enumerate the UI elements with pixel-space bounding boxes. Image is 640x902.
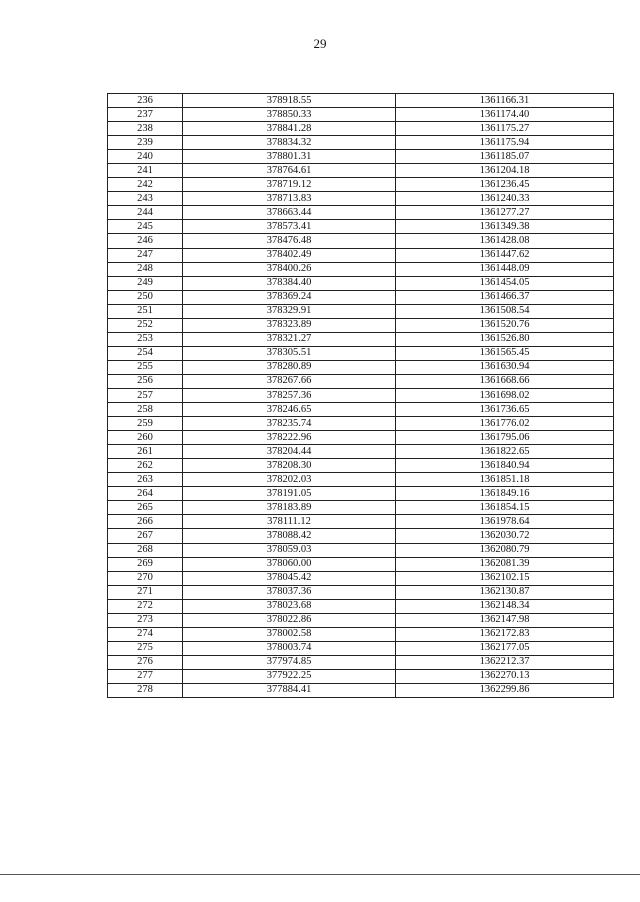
y-coordinate-cell: 1361349.38 [396, 220, 614, 234]
point-number-cell: 249 [108, 276, 183, 290]
x-coordinate-cell: 378222.96 [183, 431, 396, 445]
x-coordinate-cell: 378208.30 [183, 459, 396, 473]
table-row [108, 571, 614, 585]
table-row [108, 192, 614, 206]
x-coordinate-cell: 378476.48 [183, 234, 396, 248]
coordinates-table [107, 93, 614, 698]
table-row [108, 234, 614, 248]
point-number-cell: 259 [108, 417, 183, 431]
y-coordinate-cell: 1361454.05 [396, 276, 614, 290]
point-number-cell: 247 [108, 248, 183, 262]
point-number-cell: 244 [108, 206, 183, 220]
coordinates-table-body [108, 94, 614, 698]
y-coordinate-cell: 1361698.02 [396, 388, 614, 402]
x-coordinate-cell: 378257.36 [183, 388, 396, 402]
y-coordinate-cell: 1361175.94 [396, 136, 614, 150]
y-coordinate-cell: 1361849.16 [396, 487, 614, 501]
y-coordinate-cell: 1361185.07 [396, 150, 614, 164]
y-coordinate-cell: 1361175.27 [396, 122, 614, 136]
y-coordinate-cell: 1362148.34 [396, 599, 614, 613]
table-row [108, 599, 614, 613]
table-row [108, 529, 614, 543]
table-row [108, 501, 614, 515]
bottom-divider [0, 874, 640, 875]
table-row [108, 220, 614, 234]
table-row [108, 206, 614, 220]
x-coordinate-cell: 378003.74 [183, 641, 396, 655]
y-coordinate-cell: 1361822.65 [396, 445, 614, 459]
table-row [108, 445, 614, 459]
y-coordinate-cell: 1361565.45 [396, 346, 614, 360]
y-coordinate-cell: 1361668.66 [396, 374, 614, 388]
x-coordinate-cell: 378323.89 [183, 318, 396, 332]
x-coordinate-cell: 378088.42 [183, 529, 396, 543]
x-coordinate-cell: 377974.85 [183, 655, 396, 669]
y-coordinate-cell: 1361277.27 [396, 206, 614, 220]
y-coordinate-cell: 1361204.18 [396, 164, 614, 178]
point-number-cell: 238 [108, 122, 183, 136]
x-coordinate-cell: 378719.12 [183, 178, 396, 192]
y-coordinate-cell: 1362270.13 [396, 669, 614, 683]
y-coordinate-cell: 1361795.06 [396, 431, 614, 445]
y-coordinate-cell: 1361854.15 [396, 501, 614, 515]
point-number-cell: 261 [108, 445, 183, 459]
y-coordinate-cell: 1361236.45 [396, 178, 614, 192]
y-coordinate-cell: 1361166.31 [396, 94, 614, 108]
point-number-cell: 257 [108, 388, 183, 402]
table-row [108, 248, 614, 262]
point-number-cell: 264 [108, 487, 183, 501]
x-coordinate-cell: 378841.28 [183, 122, 396, 136]
point-number-cell: 253 [108, 332, 183, 346]
x-coordinate-cell: 378280.89 [183, 360, 396, 374]
point-number-cell: 255 [108, 360, 183, 374]
x-coordinate-cell: 378204.44 [183, 445, 396, 459]
table-row [108, 613, 614, 627]
point-number-cell: 243 [108, 192, 183, 206]
table-row [108, 122, 614, 136]
x-coordinate-cell: 378191.05 [183, 487, 396, 501]
y-coordinate-cell: 1362147.98 [396, 613, 614, 627]
table-row [108, 94, 614, 108]
y-coordinate-cell: 1361776.02 [396, 417, 614, 431]
point-number-cell: 278 [108, 683, 183, 697]
table-row [108, 262, 614, 276]
y-coordinate-cell: 1362299.86 [396, 683, 614, 697]
point-number-cell: 251 [108, 304, 183, 318]
x-coordinate-cell: 378002.58 [183, 627, 396, 641]
table-row [108, 108, 614, 122]
y-coordinate-cell: 1362177.05 [396, 641, 614, 655]
x-coordinate-cell: 378663.44 [183, 206, 396, 220]
point-number-cell: 250 [108, 290, 183, 304]
y-coordinate-cell: 1361174.40 [396, 108, 614, 122]
point-number-cell: 272 [108, 599, 183, 613]
table-row [108, 585, 614, 599]
table-row [108, 557, 614, 571]
table-row [108, 304, 614, 318]
point-number-cell: 252 [108, 318, 183, 332]
y-coordinate-cell: 1361447.62 [396, 248, 614, 262]
point-number-cell: 254 [108, 346, 183, 360]
x-coordinate-cell: 378037.36 [183, 585, 396, 599]
table-row [108, 164, 614, 178]
x-coordinate-cell: 378111.12 [183, 515, 396, 529]
table-row [108, 290, 614, 304]
y-coordinate-cell: 1361520.76 [396, 318, 614, 332]
table-row [108, 332, 614, 346]
y-coordinate-cell: 1361526.80 [396, 332, 614, 346]
point-number-cell: 246 [108, 234, 183, 248]
point-number-cell: 248 [108, 262, 183, 276]
y-coordinate-cell: 1361630.94 [396, 360, 614, 374]
table-row [108, 136, 614, 150]
table-row [108, 374, 614, 388]
point-number-cell: 258 [108, 403, 183, 417]
point-number-cell: 266 [108, 515, 183, 529]
x-coordinate-cell: 378400.26 [183, 262, 396, 276]
y-coordinate-cell: 1362130.87 [396, 585, 614, 599]
point-number-cell: 269 [108, 557, 183, 571]
x-coordinate-cell: 378329.91 [183, 304, 396, 318]
point-number-cell: 270 [108, 571, 183, 585]
x-coordinate-cell: 378764.61 [183, 164, 396, 178]
y-coordinate-cell: 1361840.94 [396, 459, 614, 473]
table-row [108, 431, 614, 445]
y-coordinate-cell: 1361428.08 [396, 234, 614, 248]
table-row [108, 318, 614, 332]
x-coordinate-cell: 377922.25 [183, 669, 396, 683]
point-number-cell: 263 [108, 473, 183, 487]
x-coordinate-cell: 378267.66 [183, 374, 396, 388]
table-row [108, 403, 614, 417]
x-coordinate-cell: 378321.27 [183, 332, 396, 346]
table-row [108, 346, 614, 360]
y-coordinate-cell: 1361508.54 [396, 304, 614, 318]
table-row [108, 276, 614, 290]
point-number-cell: 260 [108, 431, 183, 445]
x-coordinate-cell: 378834.32 [183, 136, 396, 150]
table-row [108, 178, 614, 192]
point-number-cell: 240 [108, 150, 183, 164]
y-coordinate-cell: 1361240.33 [396, 192, 614, 206]
x-coordinate-cell: 378384.40 [183, 276, 396, 290]
point-number-cell: 239 [108, 136, 183, 150]
x-coordinate-cell: 378023.68 [183, 599, 396, 613]
x-coordinate-cell: 378235.74 [183, 417, 396, 431]
x-coordinate-cell: 378918.55 [183, 94, 396, 108]
x-coordinate-cell: 378305.51 [183, 346, 396, 360]
x-coordinate-cell: 378850.33 [183, 108, 396, 122]
table-row [108, 459, 614, 473]
table-row [108, 150, 614, 164]
point-number-cell: 236 [108, 94, 183, 108]
x-coordinate-cell: 378573.41 [183, 220, 396, 234]
table-row [108, 487, 614, 501]
y-coordinate-cell: 1362212.37 [396, 655, 614, 669]
y-coordinate-cell: 1361466.37 [396, 290, 614, 304]
table-row [108, 683, 614, 697]
page-number: 29 [313, 36, 327, 51]
y-coordinate-cell: 1362030.72 [396, 529, 614, 543]
table-row [108, 515, 614, 529]
x-coordinate-cell: 378059.03 [183, 543, 396, 557]
point-number-cell: 273 [108, 613, 183, 627]
table-row [108, 473, 614, 487]
table-row [108, 543, 614, 557]
x-coordinate-cell: 378246.65 [183, 403, 396, 417]
point-number-cell: 274 [108, 627, 183, 641]
point-number-cell: 276 [108, 655, 183, 669]
table-row [108, 655, 614, 669]
x-coordinate-cell: 377884.41 [183, 683, 396, 697]
point-number-cell: 265 [108, 501, 183, 515]
x-coordinate-cell: 378402.49 [183, 248, 396, 262]
y-coordinate-cell: 1362172.83 [396, 627, 614, 641]
point-number-cell: 256 [108, 374, 183, 388]
point-number-cell: 262 [108, 459, 183, 473]
table-row [108, 627, 614, 641]
y-coordinate-cell: 1361736.65 [396, 403, 614, 417]
x-coordinate-cell: 378022.86 [183, 613, 396, 627]
point-number-cell: 242 [108, 178, 183, 192]
y-coordinate-cell: 1362081.39 [396, 557, 614, 571]
point-number-cell: 275 [108, 641, 183, 655]
table-row [108, 641, 614, 655]
x-coordinate-cell: 378183.89 [183, 501, 396, 515]
x-coordinate-cell: 378713.83 [183, 192, 396, 206]
point-number-cell: 237 [108, 108, 183, 122]
y-coordinate-cell: 1362102.15 [396, 571, 614, 585]
y-coordinate-cell: 1362080.79 [396, 543, 614, 557]
y-coordinate-cell: 1361448.09 [396, 262, 614, 276]
point-number-cell: 268 [108, 543, 183, 557]
x-coordinate-cell: 378801.31 [183, 150, 396, 164]
table-row [108, 417, 614, 431]
x-coordinate-cell: 378045.42 [183, 571, 396, 585]
y-coordinate-cell: 1361851.18 [396, 473, 614, 487]
table-row [108, 388, 614, 402]
point-number-cell: 245 [108, 220, 183, 234]
point-number-cell: 277 [108, 669, 183, 683]
point-number-cell: 241 [108, 164, 183, 178]
x-coordinate-cell: 378060.00 [183, 557, 396, 571]
x-coordinate-cell: 378202.03 [183, 473, 396, 487]
table-row [108, 360, 614, 374]
table-row [108, 669, 614, 683]
point-number-cell: 267 [108, 529, 183, 543]
point-number-cell: 271 [108, 585, 183, 599]
x-coordinate-cell: 378369.24 [183, 290, 396, 304]
y-coordinate-cell: 1361978.64 [396, 515, 614, 529]
